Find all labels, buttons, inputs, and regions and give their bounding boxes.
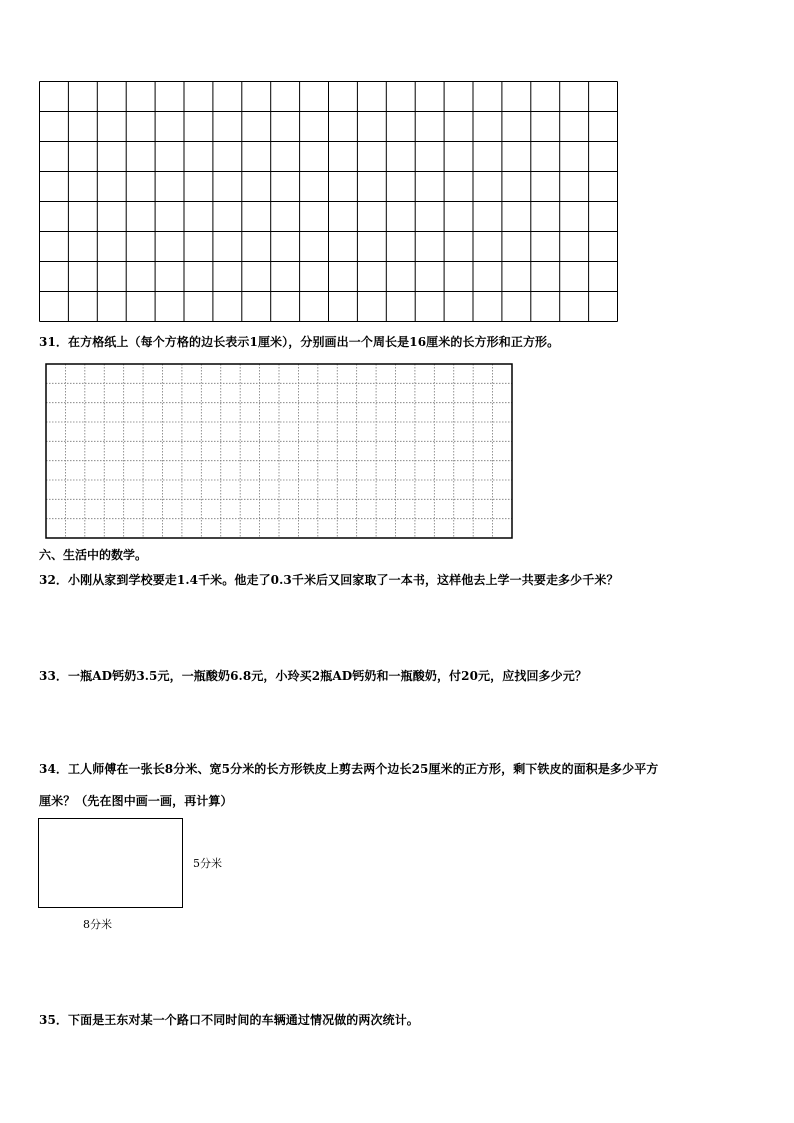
question-34-line2: 厘米？（先在图中画一画，再计算） [39,794,233,808]
question-34-line1: 34．工人师傅在一张长8分米、宽5分米的长方形铁皮上剪去两个边长25厘米的正方形，剩下铁皮的面积是多少平方 [39,762,659,776]
question-33: 33．一瓶AD钙奶3.5元，一瓶酸奶6.8元，小玲买2瓶AD钙奶和一瓶酸奶，付20元，应找回多少元？ [39,669,587,683]
square-grid-solid [39,81,619,323]
rectangle-figure [38,818,183,908]
question-32: 32．小刚从家到学校要走1.4千米。他走了0.3千米后又回家取了一本书，这样他去上学一共要走多少千米？ [39,573,619,587]
section-title: 六、生活中的数学。 [39,548,148,562]
question-31: 31．在方格纸上（每个方格的边长表示1厘米），分别画出一个周长是16厘米的长方形和正方形。 [39,335,560,349]
rectangle-width-label: 5分米 [193,857,222,870]
question-35: 35．下面是王东对某一个路口不同时间的车辆通过情况做的两次统计。 [39,1013,419,1027]
square-grid-dotted [45,363,513,539]
rectangle-length-label: 8分米 [83,918,112,931]
